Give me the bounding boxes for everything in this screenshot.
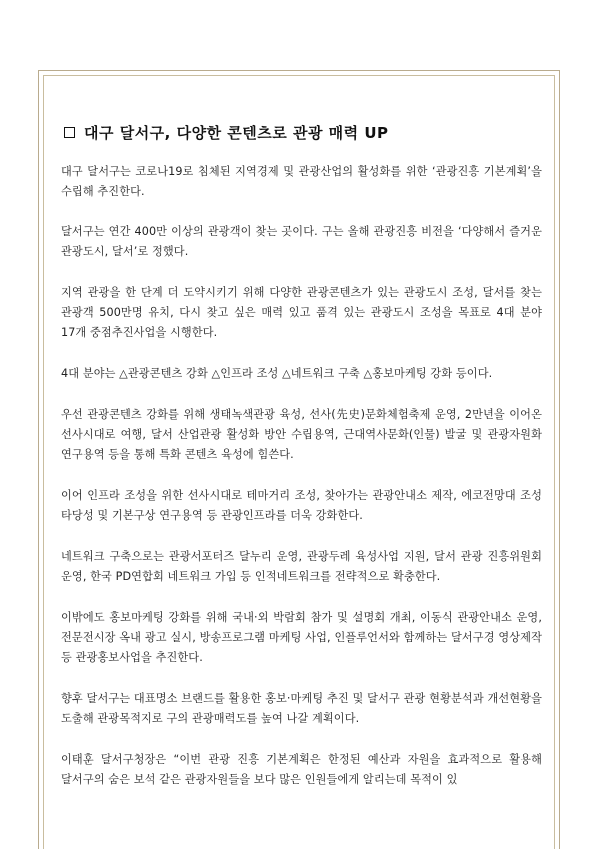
paragraph: 네트워크 구축으로는 관광서포터즈 달누리 운영, 관광두레 육성사업 지원, 달서 관광 진흥위원회 운영, 한국 PD연합회 네트워크 가입 등 인적네트워크를 전략적으로 확충한다.	[61, 550, 542, 583]
paragraph: 달서구는 연간 400만 이상의 관광객이 찾는 곳이다. 구는 올해 관광진흥 비전을 ‘다양해서 즐거운 관광도시, 달서’로 정했다.	[61, 225, 542, 258]
paragraph: 이어 인프라 조성을 위한 선사시대로 테마거리 조성, 찾아가는 관광안내소 제작, 에코전망대 조성 타당성 및 기본구상 연구용역 등 관광인프라를 더욱 강화한다.	[61, 489, 542, 522]
article-title-text: 대구 달서구, 다양한 콘텐츠로 관광 매력 UP	[84, 123, 389, 142]
checkbox-bullet-icon	[64, 127, 75, 138]
paragraph: 우선 관광콘텐츠 강화를 위해 생태녹색관광 육성, 선사(先史)문화체험축제 운영, 2만년을 이어온 선사시대로 여행, 달서 산업관광 활성화 방안 수립용역, 근대역사문화(인물) 발굴 및 관광자원화 연구용역 등을 통해 특화 콘텐츠 육성에 힘쓴다.	[61, 408, 542, 461]
article-body	[58, 118, 542, 811]
paragraph: 이태훈 달서구청장은 “이번 관광 진흥 기본계획은 한정된 예산과 자원을 효과적으로 활용해 달서구의 숨은 보석 같은 관광자원들을 보다 많은 인원들에게 알리는데 목적이 있	[61, 753, 542, 786]
paragraph: 대구 달서구는 코로나19로 침체된 지역경제 및 관광산업의 활성화를 위한 ‘관광진흥 기본계획’을 수립해 추진한다.	[61, 165, 542, 198]
paragraph: 4대 분야는 △관광콘텐츠 강화 △인프라 조성 △네트워크 구축 △홍보마케팅 강화 등이다.	[61, 367, 493, 380]
paragraph: 향후 달서구는 대표명소 브랜드를 활용한 홍보·마케팅 추진 및 달서구 관광 현황분석과 개선현황을 도출해 관광목적지로 구의 관광매력도를 높여 나갈 계획이다.	[61, 692, 542, 725]
paragraph: 이밖에도 홍보마케팅 강화를 위해 국내·외 박람회 참가 및 설명회 개최, 이동식 관광안내소 운영, 전문전시장 옥내 광고 실시, 방송프로그램 마케팅 사업, 인플루언서와 함께하는 달서구경 영상제작 등 관광홍보사업을 추진한다.	[61, 611, 542, 664]
paragraph: 지역 관광을 한 단계 더 도약시키기 위해 다양한 관광콘텐츠가 있는 관광도시 조성, 달서를 찾는 관광객 500만명 유치, 다시 찾고 싶은 매력 있고 품격 있는 관광도시 조성을 목표로 4대 분야 17개 중점추진사업을 시행한다.	[61, 286, 542, 339]
article-title	[62, 118, 542, 146]
